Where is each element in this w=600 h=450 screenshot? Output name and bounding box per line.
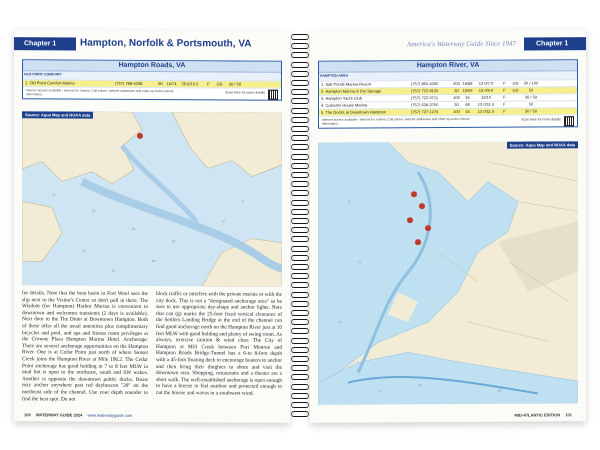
marina-depth: 12.0/7.0: [478, 80, 494, 86]
svg-text:14: 14: [338, 319, 342, 324]
scan-label: Scan here for more details: [521, 117, 561, 122]
marina-phone: (757) 636-3750: [411, 102, 439, 108]
svg-text:12: 12: [52, 192, 56, 197]
binding-ring: [291, 98, 309, 104]
binding-ring: [291, 356, 309, 362]
svg-text:26: 26: [498, 388, 502, 393]
marina-phone: (757) 850-4300: [411, 81, 439, 87]
binding-ring: [291, 154, 309, 160]
chart-svg-left: [22, 111, 282, 287]
svg-text:17: 17: [378, 389, 382, 394]
box-note: Internet access available / Internet for marina. Call phone, website addresses and other up-to-the-minute information.: [322, 116, 470, 126]
nautical-chart-left[interactable]: [22, 111, 282, 287]
marina-slips: 100: [453, 108, 460, 114]
chapter-tab-right: Chapter 1: [524, 37, 586, 50]
qr-code-icon[interactable]: [268, 90, 278, 100]
map-source-label: Source: Aqua Map and NOAA data: [507, 141, 578, 148]
spiral-binding: [288, 34, 312, 422]
binding-ring: [291, 365, 309, 371]
binding-ring: [291, 34, 309, 40]
marina-dock: F: [503, 101, 506, 107]
binding-ring: [291, 319, 309, 325]
marina-marker-icon: [137, 133, 143, 139]
binding-ring: [291, 181, 309, 187]
box-note: Internet access available / Internet for marina. Call phone, website addresses and other up-to-the-minute information.: [26, 88, 174, 97]
marina-name: 5. The Docks at Downtown Hampton: [321, 109, 387, 115]
marina-rows: [319, 79, 577, 116]
binding-ring: [291, 374, 309, 380]
marina-vhf: 16/68: [462, 80, 473, 86]
marina-vhf: 68: [465, 101, 470, 107]
box-header-label: OLD POINT COMFORT: [24, 72, 62, 77]
binding-ring: [291, 144, 309, 150]
svg-text:11: 11: [358, 259, 362, 264]
binding-ring: [291, 301, 309, 307]
marina-fuel: GD: [216, 81, 223, 87]
marina-slips: 30: [454, 101, 459, 107]
marina-name: 1. Salt Ponds Marina Resort: [321, 81, 372, 87]
marina-power: 30 / 50: [228, 81, 242, 87]
page-number: 101: [565, 412, 572, 418]
svg-text:18: 18: [92, 208, 96, 213]
binding-ring: [291, 190, 309, 196]
qr-code-icon[interactable]: [564, 116, 574, 126]
map-source-label: Source: Aqua Map and NOAA data: [22, 111, 93, 118]
binding-ring: [291, 126, 309, 132]
svg-text:31: 31: [172, 239, 176, 244]
binding-ring: [291, 264, 309, 270]
binding-ring: [291, 62, 309, 68]
marina-power: 50: [528, 101, 534, 107]
binding-ring: [291, 108, 309, 114]
marina-phone: (757) 727-1276: [411, 109, 439, 115]
marina-name: 2. Hampton Marina & Dry Storage: [321, 88, 382, 94]
marina-vhf: 16/09: [462, 87, 473, 93]
marina-vhf: 16: [465, 108, 470, 114]
marina-slips: 90: [158, 81, 163, 87]
chapter-tab-left: Chapter 1: [14, 37, 76, 50]
marina-power: 30 / 50: [524, 94, 538, 100]
marina-dock: F: [503, 94, 506, 100]
binding-ring: [291, 328, 309, 334]
marina-listing-box-left: [22, 59, 282, 101]
marina-listing-box-right: [318, 59, 578, 129]
box-footnote: [319, 114, 577, 128]
binding-ring: [291, 89, 309, 95]
binding-ring: [291, 273, 309, 279]
box-title: Hampton River, VA: [319, 60, 577, 72]
binding-ring: [291, 218, 309, 224]
binding-ring: [291, 310, 309, 316]
marina-depth: 15.0/9.0: [478, 87, 494, 93]
binding-ring: [291, 209, 309, 215]
footer-label: MID-ATLANTIC EDITION: [514, 412, 561, 418]
marina-dock: F: [207, 81, 210, 87]
marina-depth: 12/10: [480, 94, 491, 100]
marina-depth: 12.0/11.0: [477, 108, 495, 114]
marina-phone: (757) 788-4308: [115, 80, 143, 86]
svg-text:27: 27: [222, 219, 226, 224]
svg-text:21: 21: [418, 383, 422, 388]
text-column-2: block traffic or interfere with the private marina or with the city dock. This is not a "designated anchorage area" so be sure to use appropriate day-shape and anchor lights. Note that can (g) marks the 25-foot fixed vertical clearance of the Settlers Landing Bridge at the end of the channel can find good anchorage north on the Hampton River just at 10 feet MLW with good holding and plenty of swing room. As always, exercise caution & wind clear. The City of Hampton at Mill Creek between Fort Monroe and Hampton Roads Bridge-Tunnel has a 6-to 8-foot depth with a 45-foot floating deck to encourage boaters to anchor and then bring their dinghies to shore and visit the downtown area. Shopping, restaurants and a theater are a short walk. The well-established anchorage is open enough to have a breeze to feel outdoor and protected enough to cut the breeze and waves in a southwest wind.: [156, 291, 282, 397]
binding-ring: [291, 246, 309, 252]
svg-text:24: 24: [132, 226, 136, 231]
page-title: Hampton, Norfolk & Portsmouth, VA: [80, 37, 252, 50]
binding-ring: [291, 411, 309, 417]
binding-ring: [291, 43, 309, 49]
footer-label: WATERWAY GUIDE 2024: [35, 412, 83, 418]
binding-ring: [291, 402, 309, 408]
marina-name: 3. Hampton Yacht Club: [321, 95, 362, 101]
marina-phone: (757) 722-9125: [411, 88, 439, 94]
marina-phone: (757) 722-0711: [411, 95, 439, 101]
svg-text:19: 19: [112, 268, 116, 273]
binding-ring: [291, 200, 309, 206]
marina-vhf: 16: [465, 94, 470, 100]
binding-ring: [291, 117, 309, 123]
svg-text:22: 22: [152, 259, 156, 264]
binding-ring: [291, 80, 309, 86]
marina-power: 30 / 100: [523, 80, 539, 86]
marina-slips: 30: [454, 87, 459, 93]
right-page: [310, 29, 586, 423]
marina-slips: 100: [453, 94, 460, 100]
footer-website-link[interactable]: www.waterwayguide.com: [87, 412, 133, 418]
marina-slips: 200: [453, 80, 460, 86]
binding-ring: [291, 292, 309, 298]
binding-ring: [291, 338, 309, 344]
svg-text:9: 9: [242, 199, 244, 204]
binding-ring: [291, 227, 309, 233]
marina-name: 4. Customs House Marina: [321, 102, 368, 108]
body-text-left: [22, 290, 282, 410]
marina-power: 30 / 50: [524, 108, 538, 114]
marina-dock: F: [503, 80, 506, 86]
marina-fuel: GD: [512, 87, 519, 93]
marina-name: 1. Old Point Comfort Marina: [25, 80, 75, 86]
binding-ring: [291, 52, 309, 58]
page-subtitle: America's Waterway Guide Since 1947: [407, 39, 516, 49]
binding-ring: [291, 282, 309, 288]
binding-ring: [291, 347, 309, 353]
left-page: [14, 29, 290, 423]
marina-power: 50: [528, 87, 534, 93]
nautical-chart-right[interactable]: [318, 141, 578, 405]
box-footnote: [23, 86, 281, 100]
marina-vhf: 16/74: [166, 81, 177, 87]
chart-svg-right: [318, 141, 578, 405]
scan-label: Scan here for more details: [225, 90, 265, 95]
svg-text:14: 14: [82, 248, 86, 253]
box-title: Hampton Roads, VA: [23, 60, 281, 72]
svg-text:8: 8: [348, 199, 350, 204]
marina-depth: 25.6/10.0: [181, 81, 199, 87]
binding-ring: [291, 384, 309, 390]
binding-ring: [291, 255, 309, 261]
marina-fuel: [510, 95, 521, 101]
binding-ring: [291, 135, 309, 141]
box-header-label: HAMPTON AREA: [320, 73, 349, 78]
marina-dock: F: [503, 108, 506, 114]
binding-ring: [291, 172, 309, 178]
marina-dock: F: [503, 87, 506, 93]
binding-ring: [291, 71, 309, 77]
page-number: 100: [24, 412, 31, 418]
marina-depth: 12.0/11.0: [477, 101, 495, 107]
marina-fuel: GD: [512, 80, 519, 86]
guidebook-spread: [14, 30, 586, 430]
page-footer-right: [514, 412, 576, 417]
binding-ring: [291, 163, 309, 169]
text-column-1: for details. Note that the boat basin in Fort Wool sees the slip next to the Visitor's Center so don't pull in there. The Wisdom (for Hampton) Harbor Marina is convenient to downtown and welcomes transients (2 days is available). Next door to the The Dinin at Downtown Hampton. Both of these offer all the usual amenities plus complimentary bicycles and pool, and spa and fitness room privileges at the Crowne Plaza Hampton Marina Hotel. Anchorage: There are several anchorage opportunities on the Hampton River. One is at Cedar Point just north of where Sunset Creek joins the Hampton River at Mile 196.2. The Cedar Point anchorage has good holding in 7 to 8 feet MLW in mud but is open to the northeast, south and SW wakes. Another is opposite the downtown public docks. Boats may anchor anywhere past red daybeacon "20" on the northeast side of the channel. Use your depth sounder to find the best spot. Do not: [22, 290, 148, 403]
page-footer-left: [24, 412, 132, 418]
marina-fuel: [510, 102, 521, 108]
binding-ring: [291, 393, 309, 399]
binding-ring: [291, 236, 309, 242]
